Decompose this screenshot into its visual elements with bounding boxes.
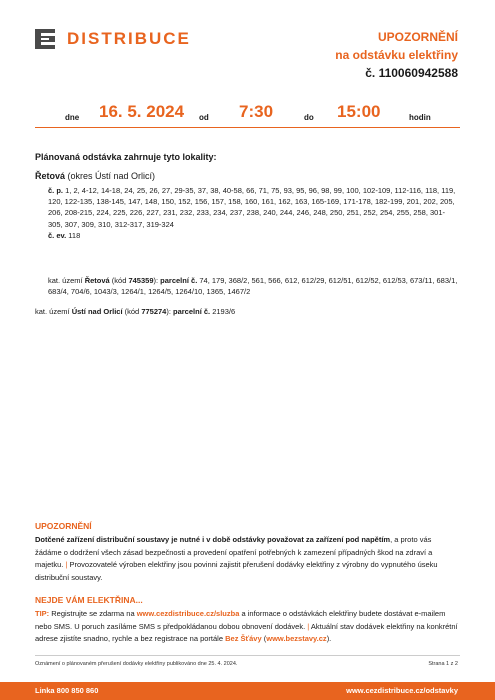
publication-note: Oznámení o plánovaném přerušení dodávky elektřiny publikováno dne 25. 4. 2024.: [35, 661, 238, 667]
kat2-parcel-label: parcelní č.: [173, 307, 211, 316]
page-number: Strana 1 z 2: [428, 661, 458, 667]
notice-title: UPOZORNĚNÍ: [377, 30, 458, 44]
warning-text-2: Provozovatelé výroben elektřiny jsou povinni zajistit přerušení dodávky elektřiny z výrobny do vypnutého úseku distribuční soustavy.: [35, 560, 438, 582]
outage-date: 16. 5. 2024: [99, 102, 185, 121]
start-time: 7:30: [239, 102, 274, 121]
locality-district: (okres Ústí nad Orlicí): [65, 171, 156, 181]
registration-link[interactable]: www.cezdistribuce.cz/sluzba: [136, 609, 240, 618]
tip-text-2: a informace o odstávkách elektřiny budete dostávat e-mailem nebo SMS. U poruch zasíláme SMS s předpokládanou dobou obnovení dodávek.: [35, 609, 446, 631]
ce-label: č. ev.: [48, 230, 67, 240]
kat1-code-suffix: ):: [153, 276, 161, 285]
outages-website-link[interactable]: www.cezdistribuce.cz/odstavky: [346, 686, 458, 695]
kat2-prefix: kat. území: [35, 307, 72, 316]
kat2-code: 775274: [141, 307, 167, 316]
ce-numbers: 118: [66, 230, 81, 240]
locality-name: Řetová: [35, 171, 66, 181]
kat1-code: 745359: [128, 276, 154, 285]
locality-heading: [35, 171, 155, 181]
notice-header: [335, 28, 458, 82]
company-logo: [35, 28, 191, 50]
brand-name: DISTRIBUCE: [67, 29, 191, 48]
warning-separator: |: [63, 560, 70, 569]
cadastral-area-2: [35, 307, 235, 316]
hours-label: hodin: [409, 113, 431, 122]
footer-divider: [35, 655, 460, 656]
cp-numbers: 1, 2, 4-12, 14-18, 24, 25, 26, 27, 29-35, 37, 38, 40-58, 66, 71, 75, 93, 95, 96, 98, 99, 100, 102-109, 112-116, 118, 119, 120, 122-135, 138-145, 147, 148, 150, 152, 156, 157, 158, 160, 161, 162, 163, 165-169, 171-178, 182-199, 201, 202, 205, 206, 208-215, 224, 225, 226, 227, 231, 232, 233, 234, 237, 238, 240, 244, 246, 248, 250, 251, 252, 254, 255, 258, 301-305, 307, 309, 310, 312-317, 319-324: [48, 186, 456, 229]
tip-text-5: ).: [326, 634, 332, 643]
kat1-name: Řetová: [84, 276, 110, 285]
cp-row: [48, 185, 458, 230]
tip-text-1: Registrujte se zdarma na: [49, 609, 137, 618]
notice-number: č. 110060942588: [365, 66, 458, 80]
cadastral-area-1: [48, 275, 458, 297]
date-label: dne: [65, 113, 80, 122]
kat1-parcel-label: parcelní č.: [160, 276, 198, 285]
ce-row: [48, 230, 458, 241]
bezstavy-url-link[interactable]: www.bezstavy.cz: [266, 634, 327, 643]
end-time: 15:00: [337, 102, 381, 121]
from-label: od: [199, 113, 209, 122]
to-label: do: [304, 113, 314, 122]
kat2-name: Ústí nad Orlicí: [71, 307, 123, 316]
warning-bold: Dotčené zařízení distribuční soustavy je nutné i v době odstávky považovat za zařízení pod napětím: [35, 535, 391, 544]
address-list: [48, 185, 458, 241]
hotline-number[interactable]: Linka 800 850 860: [35, 686, 99, 695]
notice-subtitle: na odstávku elektřiny: [335, 48, 458, 62]
warning-heading: UPOZORNĚNÍ: [35, 521, 92, 531]
kat1-parcels: 74, 179, 368/2, 561, 566, 612, 612/29, 612/51, 612/52, 612/53, 673/11, 683/1, 683/4, 704/6, 1043/3, 1264/1, 1264/5, 1264/10, 1365, 1467/2: [48, 276, 458, 297]
tip-heading: NEJDE VÁM ELEKTŘINA...: [35, 595, 143, 605]
kat1-code-prefix: (kód: [109, 276, 129, 285]
kat1-prefix: kat. území: [48, 276, 85, 285]
tip-label: TIP:: [35, 609, 50, 618]
tip-text-3: Aktuální stav dodávek elektřiny na konkrétní adrese zjistíte snadno, rychle a bez registrace na portále: [35, 621, 458, 643]
cez-logo-icon: [35, 29, 55, 49]
bez-stavy-link[interactable]: Bez Šťávy: [225, 634, 262, 643]
tip-text-4: (: [261, 634, 267, 643]
tip-text: [35, 608, 460, 646]
localities-intro: Plánovaná odstávka zahrnuje tyto lokality:: [35, 152, 217, 162]
warning-text: [35, 534, 460, 584]
cp-label: č. p.: [48, 186, 64, 195]
kat2-parcels: 2193/6: [210, 307, 236, 316]
footer-bar: [0, 682, 495, 700]
date-divider: [35, 127, 460, 128]
tip-separator: |: [305, 621, 311, 631]
outage-date-row: [35, 102, 460, 126]
kat2-code-prefix: (kód: [122, 307, 142, 316]
warning-text-1: , a proto vás žádáme o dodržení všech zásad bezpečnosti a provedení opatření potřebných k zamezení případných škod na zdraví a majetku.: [35, 535, 433, 569]
kat2-code-suffix: ):: [166, 307, 174, 316]
